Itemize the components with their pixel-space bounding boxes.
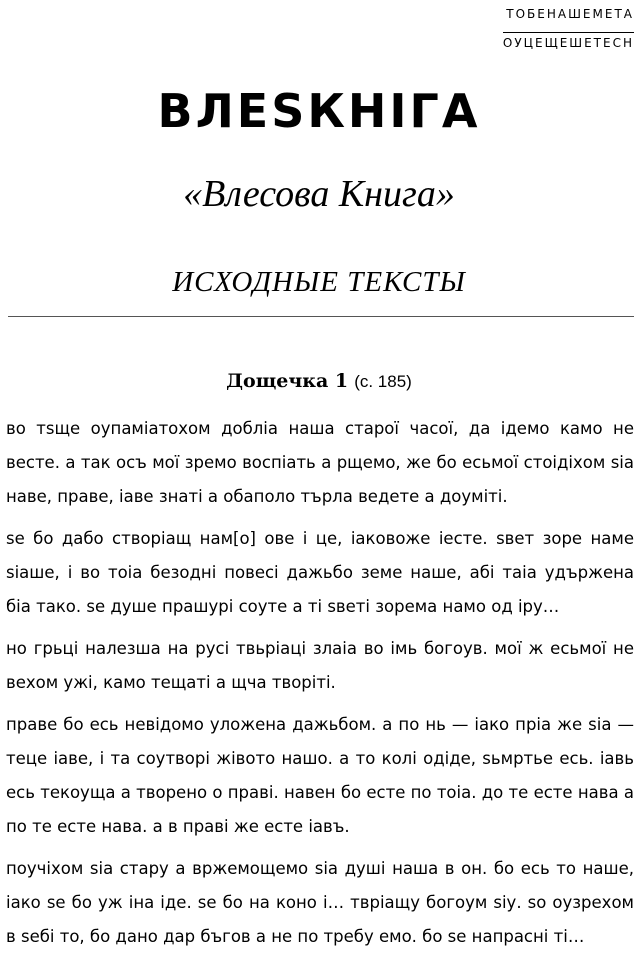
book-title-slavic: ВЛЕЅКНІГА bbox=[157, 84, 481, 138]
corner-inscription bbox=[503, 6, 634, 51]
tablet-heading bbox=[0, 370, 638, 392]
paragraph: поучіхом ѕіа стару а вржемощемо ѕіа душі наша в он. бо есь то наше, іако ѕе бо уж іна іде. ѕе бо на коно і… твріащу богоум ѕіу. ѕо оузрехом в ѕебі то, бо дано дар бъгов а не по требу емо. бо ѕе напрасні ті… bbox=[6, 859, 634, 946]
paragraph: ѕе бо дабо створіащ нам[о] ове і це, іаковоже іесте. ѕвет зоре наме ѕіаше, і во тоіа безодні повесі дажьбо земе наше, абі таіа удържена біа тако. ѕе душе прашурі соуте а ті ѕветі зорема намо од іру… bbox=[6, 529, 634, 616]
text-body bbox=[6, 412, 634, 962]
corner-inscription-line-1: ТОБЕНАШЕМЕТА bbox=[506, 7, 634, 21]
paragraph: но грьці налезша на русі твьріаці злаіа во імь богоув. мої ж есьмої не вехом ужі, камо тещаті а щча творіті. bbox=[6, 639, 634, 692]
paragraph: праве бо есь невідомо уложена дажьбом. а по нь — іако пріа же ѕіа — теце іаве, і та соутворі жівото нашо. а то колі одіде, ѕьмртье есь. іавь есь текоуща а творено о праві. навен бо есте по тоіа. до те есте нава а по те есте нава. а в праві же есте іавъ. bbox=[6, 715, 634, 836]
paragraph: во тѕще оупаміатохом добліа наша старої часої, да ідемо камо не весте. а так осъ мої зремо воспіать а рщемо, же бо есьмої стоідіхом ѕіа наве, праве, іаве знаті а обаполо търла ведете а доуміті. bbox=[6, 419, 634, 506]
tablet-page-ref: (с. 185) bbox=[354, 372, 412, 391]
corner-inscription-line-2: ОУЦЕЩЕШЕТЕСН bbox=[503, 32, 634, 51]
divider-rule bbox=[8, 316, 634, 317]
section-title: ИСХОДНЫЕ ТЕКСТЫ bbox=[172, 266, 466, 298]
book-subtitle: «Влесова Книга» bbox=[183, 173, 455, 215]
tablet-name: Дощечка 1 bbox=[226, 370, 349, 392]
